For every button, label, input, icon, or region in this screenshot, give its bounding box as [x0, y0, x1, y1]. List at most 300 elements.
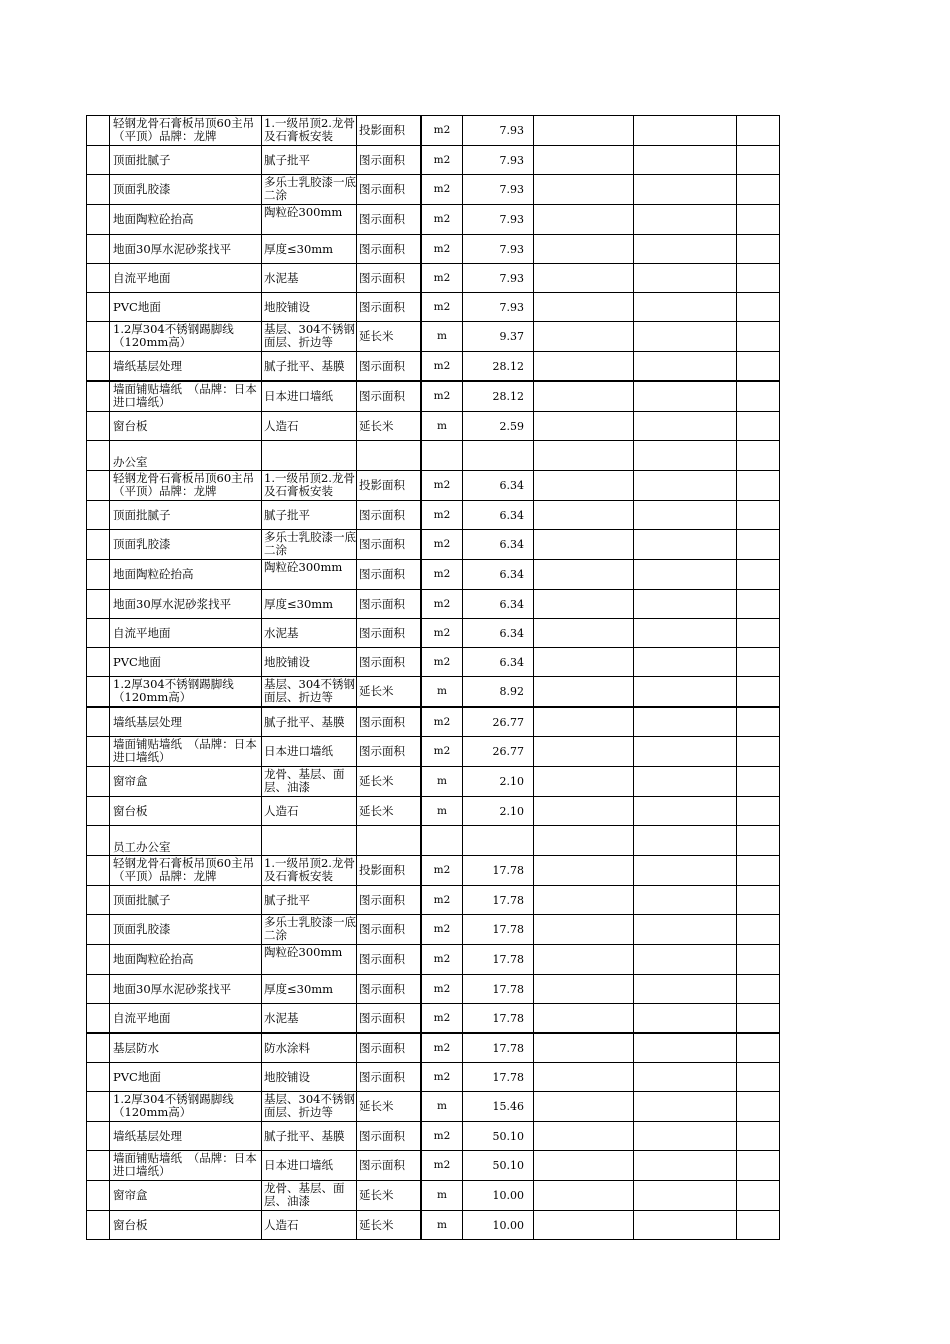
unit-price-cell: [534, 1004, 634, 1034]
unit-cell: m2: [421, 648, 463, 677]
quantity-cell: 7.93: [463, 293, 534, 322]
table-row: [87, 471, 780, 501]
quantity-cell: 6.34: [463, 590, 534, 619]
section-row: [87, 826, 780, 856]
remark-cell: [737, 352, 780, 382]
item-name-cell: 窗台板: [110, 1211, 262, 1240]
quantity-cell: 7.93: [463, 205, 534, 235]
unit-price-cell: [534, 1181, 634, 1211]
index-cell: [87, 322, 110, 352]
total-price-cell: [634, 945, 737, 975]
total-price-cell: [634, 975, 737, 1004]
remark-cell: [737, 1063, 780, 1092]
item-desc-cell: 防水涂料: [262, 1033, 357, 1063]
quantity-cell: 17.78: [463, 915, 534, 945]
unit-cell: m2: [421, 1151, 463, 1181]
unit-price-cell: [534, 826, 634, 856]
unit-cell: [421, 441, 463, 471]
table-row: [87, 737, 780, 767]
table-row: [87, 293, 780, 322]
unit-cell: m2: [421, 619, 463, 648]
measure-rule-cell: 延长米: [357, 1181, 422, 1211]
remark-cell: [737, 1122, 780, 1151]
index-cell: [87, 1004, 110, 1034]
index-cell: [87, 590, 110, 619]
item-desc-cell: 厚度≤30mm: [262, 590, 357, 619]
quantity-cell: 7.93: [463, 264, 534, 293]
unit-cell: m2: [421, 116, 463, 146]
measure-rule-cell: 图示面积: [357, 1122, 422, 1151]
item-name-cell: 1.2厚304不锈钢踢脚线（120mm高）: [110, 677, 262, 708]
item-desc-cell: 日本进口墙纸: [262, 1151, 357, 1181]
remark-cell: [737, 826, 780, 856]
item-name-cell: PVC地面: [110, 293, 262, 322]
table-row: [87, 235, 780, 264]
remark-cell: [737, 677, 780, 708]
item-name-cell: 顶面批腻子: [110, 501, 262, 530]
table-row: [87, 175, 780, 205]
item-desc-cell: 腻子批平: [262, 886, 357, 915]
item-desc-cell: 腻子批平、基膜: [262, 352, 357, 382]
table-row: [87, 352, 780, 382]
measure-rule-cell: 延长米: [357, 767, 422, 797]
table-row: [87, 1033, 780, 1063]
unit-cell: m2: [421, 381, 463, 412]
table-row: [87, 945, 780, 975]
index-cell: [87, 560, 110, 590]
quantity-cell: 7.93: [463, 235, 534, 264]
total-price-cell: [634, 205, 737, 235]
measure-rule-cell: 图示面积: [357, 1151, 422, 1181]
item-desc-cell: 多乐士乳胶漆一底二涂: [262, 530, 357, 560]
quantity-cell: 2.10: [463, 797, 534, 826]
table-row: [87, 1004, 780, 1034]
total-price-cell: [634, 619, 737, 648]
item-name-cell: 地面30厚水泥砂浆找平: [110, 235, 262, 264]
remark-cell: [737, 441, 780, 471]
total-price-cell: [634, 116, 737, 146]
remark-cell: [737, 175, 780, 205]
unit-cell: m: [421, 412, 463, 441]
item-desc-cell: 基层、304不锈钢面层、折边等: [262, 1092, 357, 1122]
total-price-cell: [634, 797, 737, 826]
measure-rule-cell: 延长米: [357, 412, 422, 441]
measure-rule-cell: 图示面积: [357, 235, 422, 264]
unit-price-cell: [534, 412, 634, 441]
index-cell: [87, 619, 110, 648]
index-cell: [87, 471, 110, 501]
index-cell: [87, 915, 110, 945]
item-desc-cell: 腻子批平、基膜: [262, 707, 357, 737]
index-cell: [87, 412, 110, 441]
remark-cell: [737, 116, 780, 146]
quantity-cell: 28.12: [463, 352, 534, 382]
unit-cell: m: [421, 767, 463, 797]
item-name-cell: 轻钢龙骨石膏板吊顶60主吊（平顶）品牌：龙牌: [110, 471, 262, 501]
item-name-cell: PVC地面: [110, 1063, 262, 1092]
total-price-cell: [634, 767, 737, 797]
unit-price-cell: [534, 767, 634, 797]
unit-price-cell: [534, 441, 634, 471]
table-row: [87, 1092, 780, 1122]
measure-rule-cell: 图示面积: [357, 1004, 422, 1034]
index-cell: [87, 441, 110, 471]
unit-price-cell: [534, 264, 634, 293]
unit-cell: [421, 826, 463, 856]
item-name-cell: 基层防水: [110, 1033, 262, 1063]
total-price-cell: [634, 264, 737, 293]
index-cell: [87, 175, 110, 205]
measure-rule-cell: [357, 441, 422, 471]
remark-cell: [737, 945, 780, 975]
unit-cell: m2: [421, 264, 463, 293]
unit-cell: m2: [421, 293, 463, 322]
total-price-cell: [634, 471, 737, 501]
item-desc-cell: 腻子批平、基膜: [262, 1122, 357, 1151]
total-price-cell: [634, 707, 737, 737]
index-cell: [87, 1122, 110, 1151]
total-price-cell: [634, 1151, 737, 1181]
unit-price-cell: [534, 915, 634, 945]
measure-rule-cell: 延长米: [357, 677, 422, 708]
table-row: [87, 205, 780, 235]
index-cell: [87, 116, 110, 146]
unit-price-cell: [534, 1092, 634, 1122]
quantity-cell: 6.34: [463, 560, 534, 590]
quantity-cell: 7.93: [463, 175, 534, 205]
item-name-cell: 顶面批腻子: [110, 886, 262, 915]
unit-price-cell: [534, 856, 634, 886]
table-row: [87, 767, 780, 797]
item-desc-cell: 多乐士乳胶漆一底二涂: [262, 175, 357, 205]
unit-cell: m2: [421, 501, 463, 530]
measure-rule-cell: 图示面积: [357, 175, 422, 205]
index-cell: [87, 797, 110, 826]
item-desc-cell: 人造石: [262, 797, 357, 826]
item-desc-cell: 陶粒砼300mm: [262, 560, 357, 590]
quantity-cell: 17.78: [463, 1033, 534, 1063]
remark-cell: [737, 975, 780, 1004]
unit-cell: m2: [421, 1063, 463, 1092]
index-cell: [87, 945, 110, 975]
measure-rule-cell: 图示面积: [357, 146, 422, 175]
table-row: [87, 886, 780, 915]
index-cell: [87, 677, 110, 708]
item-name-cell: 地面30厚水泥砂浆找平: [110, 590, 262, 619]
index-cell: [87, 146, 110, 175]
table-row: [87, 975, 780, 1004]
item-name-cell: 顶面乳胶漆: [110, 175, 262, 205]
total-price-cell: [634, 352, 737, 382]
quantity-cell: 6.34: [463, 471, 534, 501]
table-row: [87, 1063, 780, 1092]
quantity-cell: [463, 441, 534, 471]
measure-rule-cell: 延长米: [357, 797, 422, 826]
remark-cell: [737, 1181, 780, 1211]
unit-price-cell: [534, 1033, 634, 1063]
unit-price-cell: [534, 471, 634, 501]
measure-rule-cell: 图示面积: [357, 293, 422, 322]
remark-cell: [737, 1092, 780, 1122]
remark-cell: [737, 590, 780, 619]
unit-cell: m2: [421, 856, 463, 886]
quantity-cell: 6.34: [463, 501, 534, 530]
item-name-cell: 窗台板: [110, 412, 262, 441]
quantity-cell: 7.93: [463, 116, 534, 146]
total-price-cell: [634, 1004, 737, 1034]
index-cell: [87, 767, 110, 797]
remark-cell: [737, 1151, 780, 1181]
unit-price-cell: [534, 293, 634, 322]
remark-cell: [737, 797, 780, 826]
quantity-cell: 10.00: [463, 1181, 534, 1211]
total-price-cell: [634, 293, 737, 322]
index-cell: [87, 1092, 110, 1122]
measure-rule-cell: 延长米: [357, 1211, 422, 1240]
unit-price-cell: [534, 648, 634, 677]
item-desc-cell: 陶粒砼300mm: [262, 205, 357, 235]
total-price-cell: [634, 1181, 737, 1211]
quantity-cell: 50.10: [463, 1122, 534, 1151]
item-desc-cell: 日本进口墙纸: [262, 381, 357, 412]
measure-rule-cell: 图示面积: [357, 1033, 422, 1063]
measure-rule-cell: 图示面积: [357, 886, 422, 915]
index-cell: [87, 293, 110, 322]
total-price-cell: [634, 146, 737, 175]
quantity-cell: 26.77: [463, 707, 534, 737]
unit-cell: m2: [421, 205, 463, 235]
item-name-cell: 地面陶粒砼抬高: [110, 560, 262, 590]
quantity-cell: 17.78: [463, 856, 534, 886]
quantity-cell: 2.10: [463, 767, 534, 797]
quantity-table: [86, 115, 780, 1240]
unit-price-cell: [534, 175, 634, 205]
remark-cell: [737, 915, 780, 945]
measure-rule-cell: 图示面积: [357, 205, 422, 235]
measure-rule-cell: 投影面积: [357, 116, 422, 146]
remark-cell: [737, 1033, 780, 1063]
table-row: [87, 707, 780, 737]
measure-rule-cell: 图示面积: [357, 975, 422, 1004]
total-price-cell: [634, 677, 737, 708]
item-desc-cell: 龙骨、基层、面层、油漆: [262, 1181, 357, 1211]
unit-price-cell: [534, 560, 634, 590]
remark-cell: [737, 501, 780, 530]
measure-rule-cell: 图示面积: [357, 381, 422, 412]
remark-cell: [737, 471, 780, 501]
table-row: [87, 619, 780, 648]
unit-cell: m: [421, 677, 463, 708]
index-cell: [87, 1063, 110, 1092]
unit-cell: m2: [421, 175, 463, 205]
item-desc-cell: [262, 441, 357, 471]
unit-price-cell: [534, 352, 634, 382]
index-cell: [87, 1151, 110, 1181]
unit-cell: m2: [421, 560, 463, 590]
quantity-cell: [463, 826, 534, 856]
item-desc-cell: 多乐士乳胶漆一底二涂: [262, 915, 357, 945]
index-cell: [87, 1033, 110, 1063]
table-row: [87, 1151, 780, 1181]
unit-cell: m2: [421, 146, 463, 175]
unit-price-cell: [534, 205, 634, 235]
item-name-cell: 地面30厚水泥砂浆找平: [110, 975, 262, 1004]
unit-price-cell: [534, 322, 634, 352]
unit-price-cell: [534, 116, 634, 146]
item-name-cell: 地面陶粒砼抬高: [110, 945, 262, 975]
total-price-cell: [634, 1211, 737, 1240]
table-row: [87, 677, 780, 708]
total-price-cell: [634, 530, 737, 560]
index-cell: [87, 264, 110, 293]
table-row: [87, 915, 780, 945]
item-desc-cell: 1.一级吊顶2.龙骨及石膏板安装: [262, 471, 357, 501]
unit-price-cell: [534, 886, 634, 915]
quantity-cell: 17.78: [463, 975, 534, 1004]
table-row: [87, 116, 780, 146]
item-name-cell: 办公室: [110, 441, 262, 471]
unit-price-cell: [534, 797, 634, 826]
remark-cell: [737, 648, 780, 677]
remark-cell: [737, 293, 780, 322]
index-cell: [87, 1181, 110, 1211]
item-desc-cell: 人造石: [262, 412, 357, 441]
quantity-cell: 8.92: [463, 677, 534, 708]
item-desc-cell: 厚度≤30mm: [262, 975, 357, 1004]
measure-rule-cell: 图示面积: [357, 915, 422, 945]
table-row: [87, 560, 780, 590]
unit-cell: m2: [421, 945, 463, 975]
item-name-cell: 窗帘盒: [110, 767, 262, 797]
measure-rule-cell: 图示面积: [357, 352, 422, 382]
remark-cell: [737, 707, 780, 737]
item-name-cell: 顶面乳胶漆: [110, 530, 262, 560]
total-price-cell: [634, 441, 737, 471]
quantity-cell: 26.77: [463, 737, 534, 767]
total-price-cell: [634, 1122, 737, 1151]
unit-price-cell: [534, 381, 634, 412]
item-name-cell: 地面陶粒砼抬高: [110, 205, 262, 235]
item-name-cell: 墙面铺贴墙纸 （品牌：日本进口墙纸）: [110, 737, 262, 767]
unit-cell: m: [421, 797, 463, 826]
measure-rule-cell: 图示面积: [357, 648, 422, 677]
measure-rule-cell: 投影面积: [357, 856, 422, 886]
table-row: [87, 322, 780, 352]
table-row: [87, 264, 780, 293]
table-row: [87, 1211, 780, 1240]
item-name-cell: 顶面乳胶漆: [110, 915, 262, 945]
remark-cell: [737, 1004, 780, 1034]
item-desc-cell: 水泥基: [262, 264, 357, 293]
item-desc-cell: 厚度≤30mm: [262, 235, 357, 264]
index-cell: [87, 501, 110, 530]
total-price-cell: [634, 501, 737, 530]
unit-cell: m2: [421, 886, 463, 915]
table-row: [87, 501, 780, 530]
total-price-cell: [634, 175, 737, 205]
unit-cell: m2: [421, 530, 463, 560]
index-cell: [87, 1211, 110, 1240]
unit-price-cell: [534, 1151, 634, 1181]
item-name-cell: PVC地面: [110, 648, 262, 677]
unit-price-cell: [534, 945, 634, 975]
measure-rule-cell: 延长米: [357, 322, 422, 352]
table-row: [87, 381, 780, 412]
unit-cell: m2: [421, 352, 463, 382]
measure-rule-cell: 图示面积: [357, 560, 422, 590]
table-row: [87, 856, 780, 886]
quantity-cell: 15.46: [463, 1092, 534, 1122]
unit-cell: m2: [421, 590, 463, 619]
total-price-cell: [634, 915, 737, 945]
measure-rule-cell: 延长米: [357, 1092, 422, 1122]
table-row: [87, 797, 780, 826]
table-row: [87, 590, 780, 619]
total-price-cell: [634, 1033, 737, 1063]
quantity-cell: 17.78: [463, 1063, 534, 1092]
item-name-cell: 墙面铺贴墙纸 （品牌：日本进口墙纸）: [110, 1151, 262, 1181]
total-price-cell: [634, 412, 737, 441]
remark-cell: [737, 1211, 780, 1240]
total-price-cell: [634, 826, 737, 856]
measure-rule-cell: 图示面积: [357, 530, 422, 560]
item-desc-cell: 陶粒砼300mm: [262, 945, 357, 975]
table-row: [87, 412, 780, 441]
item-name-cell: 墙纸基层处理: [110, 352, 262, 382]
item-name-cell: 窗台板: [110, 797, 262, 826]
unit-price-cell: [534, 737, 634, 767]
total-price-cell: [634, 856, 737, 886]
item-desc-cell: 1.一级吊顶2.龙骨及石膏板安装: [262, 116, 357, 146]
unit-cell: m: [421, 1181, 463, 1211]
item-name-cell: 墙纸基层处理: [110, 1122, 262, 1151]
unit-cell: m2: [421, 915, 463, 945]
item-desc-cell: 地胶铺设: [262, 1063, 357, 1092]
index-cell: [87, 205, 110, 235]
unit-cell: m2: [421, 471, 463, 501]
quantity-cell: 9.37: [463, 322, 534, 352]
remark-cell: [737, 264, 780, 293]
unit-price-cell: [534, 619, 634, 648]
item-name-cell: 墙面铺贴墙纸 （品牌：日本进口墙纸）: [110, 381, 262, 412]
item-desc-cell: 龙骨、基层、面层、油漆: [262, 767, 357, 797]
item-name-cell: 1.2厚304不锈钢踢脚线（120mm高）: [110, 322, 262, 352]
quantity-cell: 17.78: [463, 1004, 534, 1034]
quantity-cell: 6.34: [463, 530, 534, 560]
remark-cell: [737, 235, 780, 264]
unit-price-cell: [534, 1063, 634, 1092]
remark-cell: [737, 886, 780, 915]
quantity-cell: 7.93: [463, 146, 534, 175]
item-desc-cell: 地胶铺设: [262, 648, 357, 677]
unit-cell: m2: [421, 235, 463, 264]
total-price-cell: [634, 381, 737, 412]
measure-rule-cell: 图示面积: [357, 590, 422, 619]
unit-price-cell: [534, 677, 634, 708]
total-price-cell: [634, 590, 737, 619]
total-price-cell: [634, 737, 737, 767]
index-cell: [87, 975, 110, 1004]
quantity-cell: 2.59: [463, 412, 534, 441]
quantity-cell: 50.10: [463, 1151, 534, 1181]
remark-cell: [737, 146, 780, 175]
remark-cell: [737, 737, 780, 767]
remark-cell: [737, 381, 780, 412]
unit-cell: m2: [421, 975, 463, 1004]
unit-price-cell: [534, 1122, 634, 1151]
measure-rule-cell: [357, 826, 422, 856]
measure-rule-cell: 图示面积: [357, 707, 422, 737]
